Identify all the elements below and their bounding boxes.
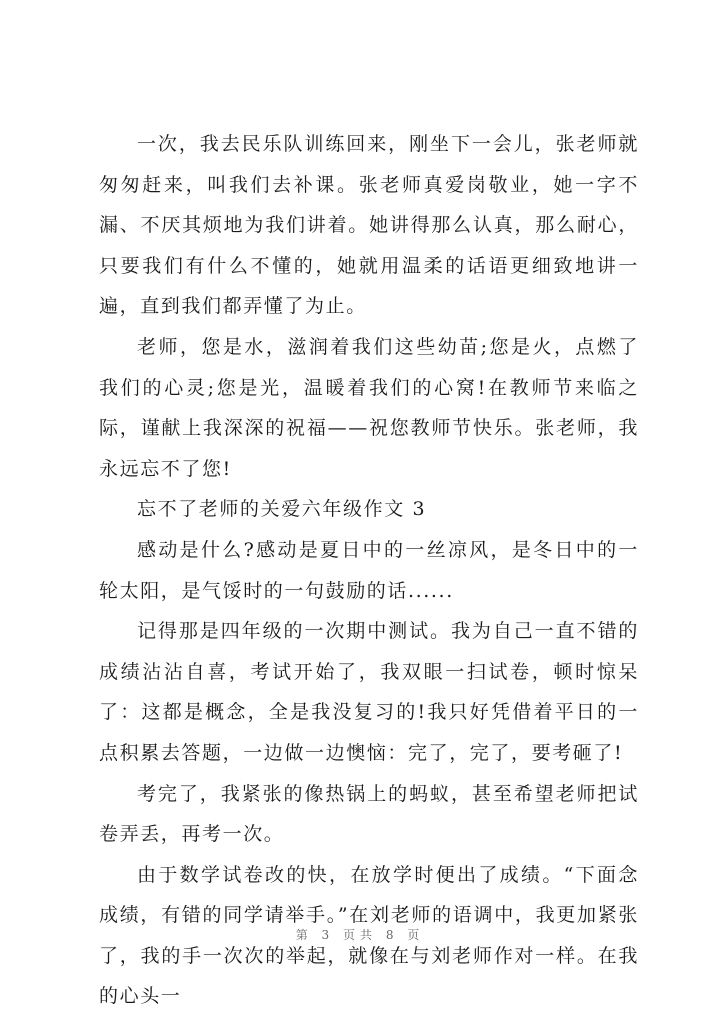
paragraph: 由于数学试卷改的快，在放学时便出了成绩。“下面念成绩，有错的同学请举手。”在刘老师的语调中，我更加紧张了，我的手一次次的举起，就像在与刘老师作对一样。在我的心头一 bbox=[99, 863, 639, 1008]
page-number-footer: 第 3 页共 8 页 bbox=[295, 928, 425, 942]
paragraph: 一次，我去民乐队训练回来，刚坐下一会儿，张老师就匆匆赶来，叫我们去补课。张老师真爱岗敬业，她一字不漏、不厌其烦地为我们讲着。她讲得那么认真，那么耐心，只要我们有什么不懂的，她就用温柔的话语更细致地讲一遍，直到我们都弄懂了为止。 bbox=[99, 133, 639, 318]
paragraph: 记得那是四年级的一次期中测试。我为自己一直不错的成绩沾沾自喜，考试开始了，我双眼一扫试卷，顿时惊呆了：这都是概念，全是我没复习的!我只好凭借着平日的一点积累去答题，一边做一边懊恼：完了，完了，要考砸了! bbox=[99, 620, 639, 764]
paragraph: 考完了，我紧张的像热锅上的蚂蚁，甚至希望老师把试卷弄丢，再考一次。 bbox=[99, 782, 639, 846]
paragraph: 感动是什么?感动是夏日中的一丝凉风，是冬日中的一轮太阳，是气馁时的一句鼓励的话...... bbox=[99, 538, 639, 602]
section-heading: 忘不了老师的关爱六年级作文 3 bbox=[137, 498, 427, 521]
paragraph: 老师，您是水，滋润着我们这些幼苗;您是火，点燃了我们的心灵;您是光，温暖着我们的心窝!在教师节来临之际，谨献上我深深的祝福——祝您教师节快乐。张老师，我永远忘不了您! bbox=[99, 335, 639, 480]
document-body bbox=[99, 124, 639, 1017]
